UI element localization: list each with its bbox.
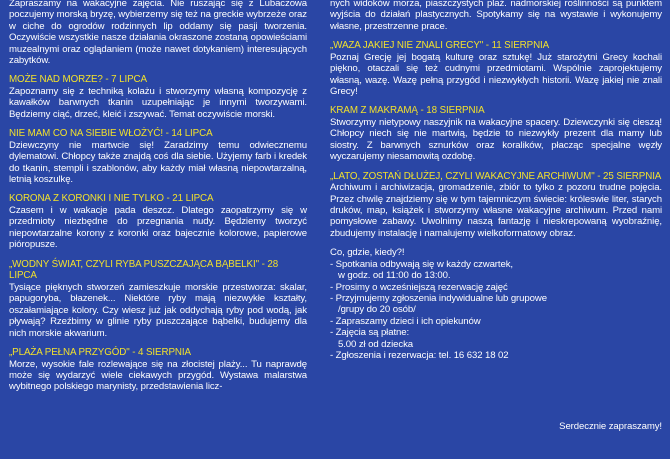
section-text: Dziewczyny nie martwcie się! Zaradzimy temu odwiecznemu dylematowi. Chłopcy także znajdą coś dla siebie. Użyjemy farb i kredek do tkanin, stempli i szablonów, aby każdy miał własną niepowtarzalną, letnią koszulkę. <box>9 139 307 186</box>
section-waza <box>330 40 662 97</box>
info-item <box>330 259 662 282</box>
section-nie-mam-co-na-siebie <box>9 128 307 185</box>
info-item <box>330 316 662 327</box>
continuation-text: nych widoków morza, piaszczystych plaż. nadmorskiej roślinności są punktem wyjścia do działań plastycznych. Spotykamy się na wystawie i wykonujemy własne, przestrzenne prace. <box>330 0 662 32</box>
section-heading: „LATO, ZOSTAŃ DŁUŻEJ, CZYLI WAKACYJNE ARCHIWUM" - 25 SIERPNIA <box>330 170 662 182</box>
section-text: Tysiące pięknych stworzeń zamieszkuje morskie przestworza: skalar, papugoryba, błazenek... Niektóre ryby mają niezwykłe kształty, oszałamiające kolory. Czy wiesz już jak oddychają ryby pod wodą, jak pływają? Rzeźbimy w glinie ryby puszczające bąbelki, budujemy dla nich morskie akwarium. <box>9 281 307 339</box>
section-text: Czasem i w wakacje pada deszcz. Dlatego zaopatrzymy się w przedmioty niezbędne do przegnania nudy. Będziemy tworzyć niepowtarzalne korony z koronki oraz bajecznie kolorowe, papierowe pióropusze. <box>9 205 307 251</box>
section-moze-nad-morze <box>9 74 307 120</box>
section-korona-z-koronki <box>9 193 307 250</box>
section-heading: „PLAŻA PEŁNA PRZYGÓD" - 4 SIERPNIA <box>9 346 191 358</box>
section-heading: „WAZA JAKIEJ NIE ZNALI GRECY" - 11 SIERPNIA <box>330 40 550 52</box>
section-text: Poznaj Grecję jej bogatą kulturę oraz sztukę! Już starożytni Grecy kochali piękno, otaczali się też cudnymi przedmiotami. Wspólnie zaprojektujemy własną, wazę. Wazę pełną przygód i niezwykłych historii. Wazę jakiej nie znali Grecy! <box>330 51 662 98</box>
info-subline: 5.00 zł od dziecka <box>338 338 413 350</box>
section-plaza-pelna-przygod <box>9 347 307 393</box>
section-heading: KRAM Z MAKRAMĄ - 18 SIERPNIA <box>330 105 485 117</box>
continuation-section <box>330 0 662 32</box>
intro-section <box>9 0 307 66</box>
info-item <box>330 350 662 361</box>
intro-text: Zapraszamy na wakacyjne zajęcia. Nie ruszając się z Lubaczowa poczujemy morską bryzę, wybierzemy się też na greckie wybrzeże oraz w ciche do ogrodów rodzinnych lip oddamy się pasji tworzenia. Oczywiście wszystkie nasze działania okraszone zostaną opowieściami muzealnymi oraz oglądaniem (może nawet dotykaniem) interesujących zabytków. <box>9 0 307 67</box>
info-line: - Spotkania odbywają się w każdy czwartek, <box>330 258 513 270</box>
info-line: - Zapraszamy dzieci i ich opiekunów <box>330 315 481 327</box>
section-kram-z-makrama <box>330 105 662 162</box>
section-lato-zostan-dluzej <box>330 171 662 240</box>
closing-text: Serdecznie zapraszamy! <box>559 420 662 432</box>
right-column <box>330 0 662 361</box>
info-subline: w godz. od 11:00 do 13:00. <box>338 270 451 282</box>
section-heading: NIE MAM CO NA SIEBIE WŁOŻYĆ! - 14 LIPCA <box>9 128 213 140</box>
info-title: Co, gdzie, kiedy?! <box>330 247 405 259</box>
section-wodny-swiat <box>9 259 307 339</box>
section-heading: „WODNY ŚWIAT, CZYLI RYBA PUSZCZAJĄCA BĄBELKI" - 28 LIPCA <box>9 258 279 282</box>
section-text: Archiwum i archiwizacja, gromadzenie, zbiór to tylko z pozoru trudne pojęcia. Przez chwilę znajdziemy się w tym tajemniczym świecie: króleswie liter, starych druków, map, książek i stworzymy własne wakacyjne archiwum. Przed nami pomysłowe zabawy. Uwolnimy naszą fantazję i nieskrepowaną wyobraźnię, zbudujemy instalację i namalujemy wielkoformatowy obraz. <box>330 182 662 239</box>
info-line: - Prosimy o wcześniejszą rezerwację zajęć <box>330 281 508 293</box>
info-item <box>330 293 662 316</box>
info-line: - Zgłoszenia i rezerwacja: tel. 16 632 18 02 <box>330 349 509 361</box>
info-item <box>330 327 662 350</box>
info-item <box>330 282 662 293</box>
info-line: - Zajęcia są płatne: <box>330 327 410 339</box>
section-text: Zapoznamy się z techniką kolażu i stworzymy własną kompozycję z kawałków barwnych tkanin uzupełniając je innymi tworzywami. Będziemy ciąć, drzeć, kleić i zszywać. Temat oczywiście morski. <box>9 86 307 120</box>
section-heading: MOŻE NAD MORZE? - 7 LIPCA <box>9 74 147 86</box>
section-heading: KORONA Z KORONKI I NIE TYLKO - 21 LIPCA <box>9 193 214 205</box>
info-line: - Przyjmujemy zgłoszenia indywidualne lub grupowe <box>330 292 547 304</box>
section-text: Morze, wysokie fale rozlewające się na złocistej plaży... Tu naprawdę może się wydarzyć wiele ciekawych przygód. Wystawa malarstwa wybitnego polskiego marynisty, przedstawienia licz- <box>9 358 307 393</box>
info-subline: /grupy do 20 osób/ <box>338 304 416 316</box>
section-text: Stworzymy nietypowy naszyjnik na wakacyjne spacery. Dziewczynki się cieszą! Chłopcy niech się nie martwią, będzie to niezwykły prezent dla mamy lub siostry. Z barwnych sznurków oraz koralików, płacząc specjalne węzły wyczarujemy niesamowitą ozdobę. <box>330 117 662 163</box>
info-list <box>330 259 662 362</box>
left-column <box>9 0 307 401</box>
